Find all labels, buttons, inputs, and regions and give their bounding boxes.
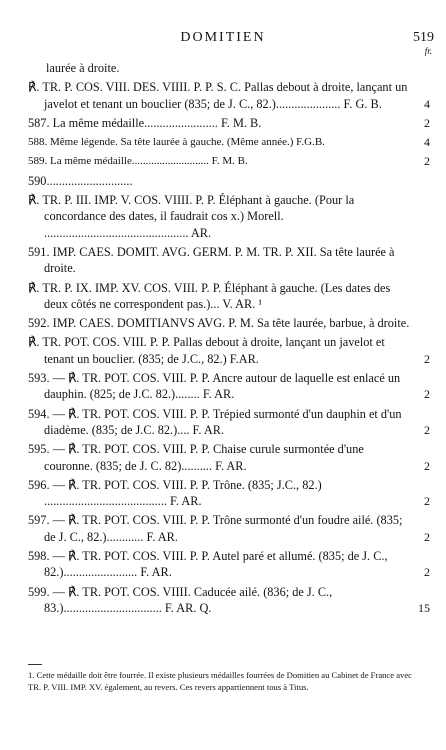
footnote-rule <box>28 664 42 665</box>
catalogue-entry <box>28 477 430 510</box>
entry-text: 591. IMP. CAES. DOMIT. AVG. GERM. P. M. TR. P. XII. Sa tête laurée à droite. <box>28 244 395 276</box>
entry-text: 587. La même médaille........................ F. M. B. <box>28 115 262 130</box>
entry-text: ℟. TR. P. IX. IMP. XV. COS. VIII. P. P. Éléphant à gauche. (Les dates des deux côtés ne correspondent pas.)... V. AR. ¹ <box>28 280 391 311</box>
catalogue-entry <box>28 512 430 545</box>
entry-text: 599. — ℟. TR. POT. COS. VIIII. Caducée ailé. (836; de J. C., 83.)................................ F. AR. Q. <box>28 584 333 615</box>
rarity-value: 2 <box>424 458 430 473</box>
entry-text: laurée à droite. <box>46 61 120 75</box>
catalogue-entry <box>28 280 412 313</box>
rarity-value: 2 <box>424 565 430 580</box>
catalogue-entry <box>28 584 430 617</box>
entry-text: 588. Même légende. Sa tête laurée à gauche. (Même année.) F.G.B. <box>28 136 325 149</box>
catalogue-entry <box>28 370 430 403</box>
running-head: DOMITIEN <box>180 30 266 45</box>
catalogue-entry <box>28 244 412 277</box>
entry-text: ℟. TR. P. III. IMP. V. COS. VIIII. P. P. Éléphant à gauche. (Pour la concordance des dates, il faudrait cos x.) Morell. ............................................... AR. <box>28 193 355 240</box>
entry-text: 590............................ <box>28 173 133 188</box>
catalogue-entry <box>28 134 430 150</box>
entry-text: 597. — ℟. TR. POT. COS. VIII. P. P. Trône surmonté d'un foudre ailé. (835; de J. C., 82.)............ F. AR. <box>28 513 403 544</box>
catalogue-entry <box>28 173 412 189</box>
catalogue-entry <box>28 406 430 439</box>
entry-text: 596. — ℟. TR. POT. COS. VIII. P. P. Trône. (835; J.C., 82.) ........................................ F. AR. <box>28 477 322 509</box>
catalogue-entry <box>28 79 430 112</box>
entry-text: 595. — ℟. TR. POT. COS. VIII. P. P. Chaise curule surmontée d'une couronne. (835; de J. C. 82).......... F. AR. <box>28 442 364 473</box>
page-number: 519 <box>413 30 434 45</box>
catalogue-entry <box>28 60 412 76</box>
entry-text: 593. — ℟. TR. POT. COS. VIII. P. P. Ancre autour de laquelle est enlacé un dauphin. (825; de J.C. 82.)........ F. AR. <box>28 371 401 402</box>
entry-text: 598. — ℟. TR. POT. COS. VIII. P. P. Autel paré et allumé. (835; de J. C., 82.)........................ F. AR. <box>28 549 388 580</box>
catalogue-entry <box>28 192 412 241</box>
rarity-value: 2 <box>424 154 430 169</box>
entry-text: ℟. TR. POT. COS. VIII. P. P. Pallas debout à droite, lançant un javelot et tenant un bouclier. (835; de J.C., 82.) F.AR. <box>28 335 385 366</box>
catalogue-entry <box>28 334 430 367</box>
rarity-value: 2 <box>424 422 430 437</box>
catalogue-entry <box>28 441 430 474</box>
catalogue-entry <box>28 115 430 131</box>
rarity-value: 4 <box>424 135 430 150</box>
rarity-value: 4 <box>424 96 430 111</box>
rarity-value: 2 <box>424 115 430 130</box>
entry-text: 592. IMP. CAES. DOMITIANVS AVG. P. M. Sa tête laurée, barbue, à droite. <box>28 316 410 331</box>
catalogue-entry <box>28 548 430 581</box>
rarity-value: 2 <box>424 529 430 544</box>
rarity-value: 2 <box>424 387 430 402</box>
rarity-value: 2 <box>424 494 430 509</box>
rarity-value: 2 <box>424 351 430 366</box>
entry-text: ℟. TR. P. COS. VIII. DES. VIIII. P. P. S. C. Pallas debout à droite, lançant un javelot et tenant un bouclier (835; de J. C., 82.)..................... F. G. B. <box>28 80 408 111</box>
catalogue-entry <box>28 153 430 169</box>
catalogue-entries <box>28 60 430 619</box>
entry-text: 594. — ℟. TR. POT. COS. VIII. P. P. Trépied surmonté d'un dauphin et d'un diadème. (835; de J.C. 82.).... F. AR. <box>28 406 402 437</box>
rarity-value: 15 <box>418 600 430 615</box>
footnote: 1. Cette médaille doit être fourrée. Il existe plusieurs médailles fourrées de Domitien au Cabinet de France avec TR. P. VIII. IMP. XV. également, au revers. Ces revers appartiennent tous à Titus. <box>28 670 412 692</box>
entry-text: 589. La même médaille............................ F. M. B. <box>28 155 248 168</box>
page-mark: fr. <box>424 46 432 56</box>
catalogue-entry <box>28 315 412 331</box>
